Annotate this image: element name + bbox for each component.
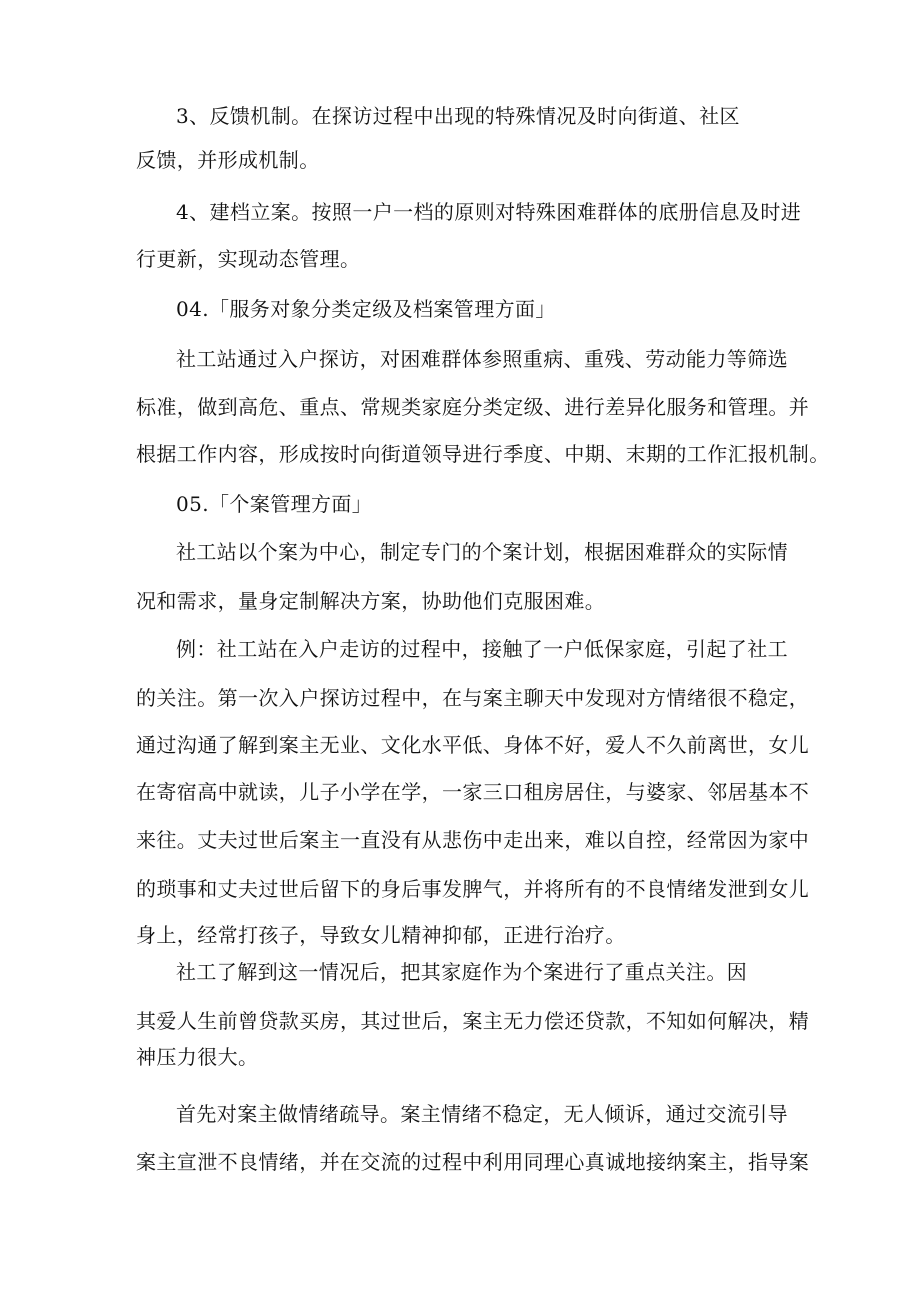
- section-heading: 05.「个案管理方面」: [176, 492, 373, 516]
- paragraph-line: 神压力很大。: [136, 1045, 259, 1069]
- paragraph-line: 反馈，并形成机制。: [136, 148, 320, 172]
- paragraph-line: 社工站通过入户探访，对困难群体参照重病、重残、劳动能力等筛选: [176, 347, 788, 371]
- paragraph-line: 身上，经常打孩子，导致女儿精神抑郁，正进行治疗。: [136, 923, 626, 947]
- paragraph-line: 在寄宿高中就读，儿子小学在学，一家三口租房居住，与婆家、邻居基本不: [136, 780, 810, 804]
- paragraph-line: 4、建档立案。按照一户一档的原则对特殊困难群体的底册信息及时进: [176, 200, 802, 224]
- paragraph-line: 案主宣泄不良情绪，并在交流的过程中利用同理心真诚地接纳案主，指导案: [136, 1150, 810, 1174]
- paragraph-line: 其爱人生前曾贷款买房，其过世后，案主无力偿还贷款，不知如何解决，精: [136, 1009, 810, 1033]
- paragraph-line: 况和需求，量身定制解决方案，协助他们克服困难。: [136, 589, 606, 613]
- paragraph-line: 标准，做到高危、重点、常规类家庭分类定级、进行差异化服务和管理。并: [136, 395, 810, 419]
- section-heading: 04.「服务对象分类定级及档案管理方面」: [176, 297, 556, 321]
- paragraph-line: 来往。丈夫过世后案主一直没有从悲伤中走出来，难以自控，经常因为家中: [136, 828, 810, 852]
- paragraph-line: 3、反馈机制。在探访过程中出现的特殊情况及时向街道、社区: [176, 104, 740, 128]
- paragraph-line: 首先对案主做情绪疏导。案主情绪不稳定，无人倾诉，通过交流引导: [176, 1102, 788, 1126]
- paragraph-line: 行更新，实现动态管理。: [136, 247, 361, 271]
- paragraph-line: 社工了解到这一情况后，把其家庭作为个案进行了重点关注。因: [176, 960, 748, 984]
- paragraph-line: 根据工作内容，形成按时向街道领导进行季度、中期、末期的工作汇报机制。: [136, 442, 830, 466]
- paragraph-line: 的关注。第一次入户探访过程中，在与案主聊天中发现对方情绪很不稳定，: [136, 686, 810, 710]
- paragraph-line: 的琐事和丈夫过世后留下的身后事发脾气，并将所有的不良情绪发泄到女儿: [136, 877, 810, 901]
- paragraph-line: 社工站以个案为中心，制定专门的个案计划，根据困难群众的实际情: [176, 540, 788, 564]
- paragraph-line: 例：社工站在入户走访的过程中，接触了一户低保家庭，引起了社工: [176, 637, 788, 661]
- paragraph-line: 通过沟通了解到案主无业、文化水平低、身体不好，爱人不久前离世，女儿: [136, 733, 810, 757]
